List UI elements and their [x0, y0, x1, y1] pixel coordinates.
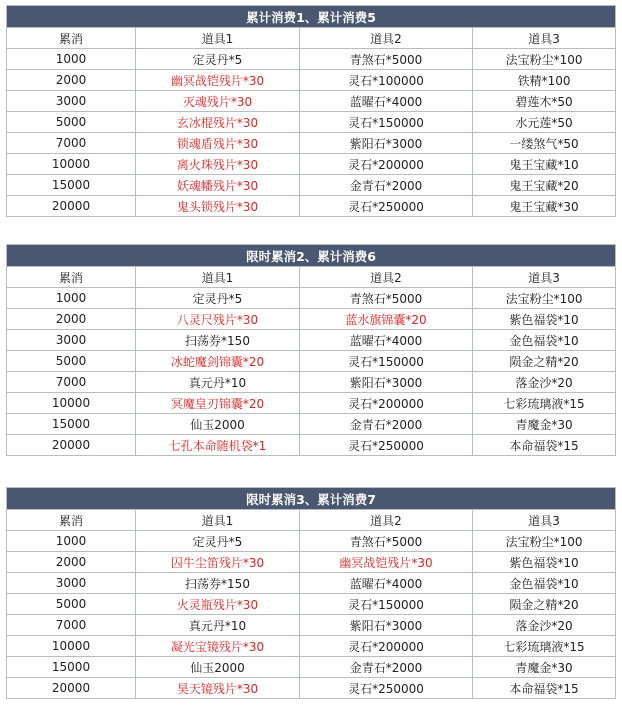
column-header-amount: 累消	[7, 267, 136, 288]
cell-amount: 7000	[7, 133, 136, 154]
cell-item1: 离火珠残片*30	[136, 154, 300, 175]
cell-amount: 2000	[7, 552, 136, 573]
cell-item3: 鬼王宝藏*20	[473, 175, 616, 196]
column-header-item2: 道具2	[300, 510, 473, 531]
table-row	[7, 435, 616, 456]
cell-amount: 10000	[7, 154, 136, 175]
cell-amount: 10000	[7, 393, 136, 414]
cell-item1: 七孔本命随机袋*1	[136, 435, 300, 456]
table-row	[7, 552, 616, 573]
table-row	[7, 196, 616, 217]
cell-amount: 7000	[7, 615, 136, 636]
cell-item2: 灵石*200000	[300, 393, 473, 414]
column-header-item2: 道具2	[300, 28, 473, 49]
cell-item3: 法宝粉尘*100	[473, 288, 616, 309]
cell-item1: 冰蛇魔剑锦囊*20	[136, 351, 300, 372]
cell-item3: 青魔金*30	[473, 414, 616, 435]
cell-amount: 2000	[7, 70, 136, 91]
table-row	[7, 393, 616, 414]
table-row	[7, 175, 616, 196]
cell-item2: 金青石*2000	[300, 657, 473, 678]
cell-item2: 紫阳石*3000	[300, 133, 473, 154]
column-header-item1: 道具1	[136, 510, 300, 531]
cell-item3: 碧莲木*50	[473, 91, 616, 112]
cell-item2: 蓝曜石*4000	[300, 573, 473, 594]
cell-amount: 2000	[7, 309, 136, 330]
cell-amount: 1000	[7, 49, 136, 70]
cell-item3: 本命福袋*15	[473, 435, 616, 456]
cell-item2: 灵石*250000	[300, 678, 473, 699]
cell-item3: 一缕煞气*50	[473, 133, 616, 154]
cell-item1: 定灵丹*5	[136, 288, 300, 309]
cell-item1: 冥魔皇刃锦囊*20	[136, 393, 300, 414]
table-title: 累计消费1、累计消费5	[7, 6, 616, 28]
cell-amount: 15000	[7, 175, 136, 196]
cell-item1: 扫荡券*150	[136, 330, 300, 351]
cell-amount: 3000	[7, 330, 136, 351]
cell-item2: 灵石*150000	[300, 351, 473, 372]
table-row	[7, 678, 616, 699]
column-header-item1: 道具1	[136, 28, 300, 49]
cell-amount: 5000	[7, 112, 136, 133]
table-row	[7, 594, 616, 615]
cell-item2: 金青石*2000	[300, 175, 473, 196]
column-header-item1: 道具1	[136, 267, 300, 288]
cell-item1: 锁魂盾残片*30	[136, 133, 300, 154]
table-header-row	[7, 510, 616, 531]
cell-item1: 八灵尺残片*30	[136, 309, 300, 330]
cell-item3: 青魔金*30	[473, 657, 616, 678]
cell-item1: 真元丹*10	[136, 372, 300, 393]
cell-amount: 20000	[7, 435, 136, 456]
table-header-row	[7, 28, 616, 49]
cell-item2: 蓝曜石*4000	[300, 330, 473, 351]
reward-table-1	[6, 5, 616, 217]
cell-item2: 灵石*250000	[300, 196, 473, 217]
cell-item3: 陨金之精*20	[473, 594, 616, 615]
cell-item3: 金色福袋*10	[473, 573, 616, 594]
cell-item2: 灵石*200000	[300, 154, 473, 175]
cell-item3: 水元莲*50	[473, 112, 616, 133]
cell-item2: 幽冥战铠残片*30	[300, 552, 473, 573]
cell-item1: 火灵瓶残片*30	[136, 594, 300, 615]
table-row	[7, 531, 616, 552]
cell-item2: 金青石*2000	[300, 414, 473, 435]
reward-table-3	[6, 487, 616, 699]
cell-amount: 1000	[7, 288, 136, 309]
cell-item1: 定灵丹*5	[136, 531, 300, 552]
cell-item3: 紫色福袋*10	[473, 552, 616, 573]
cell-item3: 鬼王宝藏*10	[473, 154, 616, 175]
cell-amount: 1000	[7, 531, 136, 552]
cell-item2: 青煞石*5000	[300, 49, 473, 70]
cell-item1: 真元丹*10	[136, 615, 300, 636]
cell-item2: 灵石*150000	[300, 112, 473, 133]
table-title-row	[7, 245, 616, 267]
column-header-amount: 累消	[7, 28, 136, 49]
table-row	[7, 414, 616, 435]
cell-amount: 20000	[7, 196, 136, 217]
cell-item3: 陨金之精*20	[473, 351, 616, 372]
table-row	[7, 91, 616, 112]
cell-item2: 青煞石*5000	[300, 531, 473, 552]
cell-item3: 落金沙*20	[473, 615, 616, 636]
column-header-item3: 道具3	[473, 28, 616, 49]
cell-item1: 幽冥战铠残片*30	[136, 70, 300, 91]
cell-item1: 昊天镜残片*30	[136, 678, 300, 699]
cell-item2: 灵石*100000	[300, 70, 473, 91]
cell-item3: 法宝粉尘*100	[473, 49, 616, 70]
table-row	[7, 112, 616, 133]
cell-amount: 10000	[7, 636, 136, 657]
cell-item1: 鬼头锁残片*30	[136, 196, 300, 217]
cell-item3: 铁精*100	[473, 70, 616, 91]
table-row	[7, 49, 616, 70]
cell-item2: 灵石*250000	[300, 435, 473, 456]
reward-table-2	[6, 244, 616, 456]
table-row	[7, 372, 616, 393]
cell-amount: 3000	[7, 91, 136, 112]
cell-item3: 本命福袋*15	[473, 678, 616, 699]
cell-amount: 5000	[7, 594, 136, 615]
table-row	[7, 133, 616, 154]
cell-item2: 蓝水旗锦囊*20	[300, 309, 473, 330]
cell-amount: 15000	[7, 657, 136, 678]
cell-item2: 蓝曜石*4000	[300, 91, 473, 112]
cell-item3: 七彩琉璃液*15	[473, 636, 616, 657]
cell-item2: 灵石*150000	[300, 594, 473, 615]
cell-amount: 5000	[7, 351, 136, 372]
cell-item2: 紫阳石*3000	[300, 615, 473, 636]
table-row	[7, 351, 616, 372]
column-header-item2: 道具2	[300, 267, 473, 288]
cell-item1: 凝光宝镜残片*30	[136, 636, 300, 657]
cell-item3: 紫色福袋*10	[473, 309, 616, 330]
cell-item1: 扫荡券*150	[136, 573, 300, 594]
cell-amount: 7000	[7, 372, 136, 393]
cell-item1: 定灵丹*5	[136, 49, 300, 70]
table-header-row	[7, 267, 616, 288]
table-row	[7, 636, 616, 657]
cell-item1: 妖魂幡残片*30	[136, 175, 300, 196]
table-row	[7, 288, 616, 309]
cell-item2: 青煞石*5000	[300, 288, 473, 309]
table-row	[7, 615, 616, 636]
cell-item2: 紫阳石*3000	[300, 372, 473, 393]
cell-item3: 七彩琉璃液*15	[473, 393, 616, 414]
cell-item1: 玄冰棍残片*30	[136, 112, 300, 133]
cell-item3: 鬼王宝藏*30	[473, 196, 616, 217]
cell-item3: 金色福袋*10	[473, 330, 616, 351]
table-title: 限时累消3、累计消费7	[7, 488, 616, 510]
table-row	[7, 309, 616, 330]
cell-amount: 15000	[7, 414, 136, 435]
cell-item3: 落金沙*20	[473, 372, 616, 393]
column-header-item3: 道具3	[473, 267, 616, 288]
table-row	[7, 154, 616, 175]
table-row	[7, 70, 616, 91]
cell-item2: 灵石*200000	[300, 636, 473, 657]
column-header-item3: 道具3	[473, 510, 616, 531]
table-row	[7, 330, 616, 351]
table-row	[7, 573, 616, 594]
cell-amount: 3000	[7, 573, 136, 594]
column-header-amount: 累消	[7, 510, 136, 531]
cell-item1: 仙玉2000	[136, 414, 300, 435]
table-title-row	[7, 6, 616, 28]
cell-item1: 灭魂残片*30	[136, 91, 300, 112]
cell-item1: 囚牛尘笛残片*30	[136, 552, 300, 573]
table-title: 限时累消2、累计消费6	[7, 245, 616, 267]
table-row	[7, 657, 616, 678]
table-title-row	[7, 488, 616, 510]
cell-item1: 仙玉2000	[136, 657, 300, 678]
cell-item3: 法宝粉尘*100	[473, 531, 616, 552]
cell-amount: 20000	[7, 678, 136, 699]
